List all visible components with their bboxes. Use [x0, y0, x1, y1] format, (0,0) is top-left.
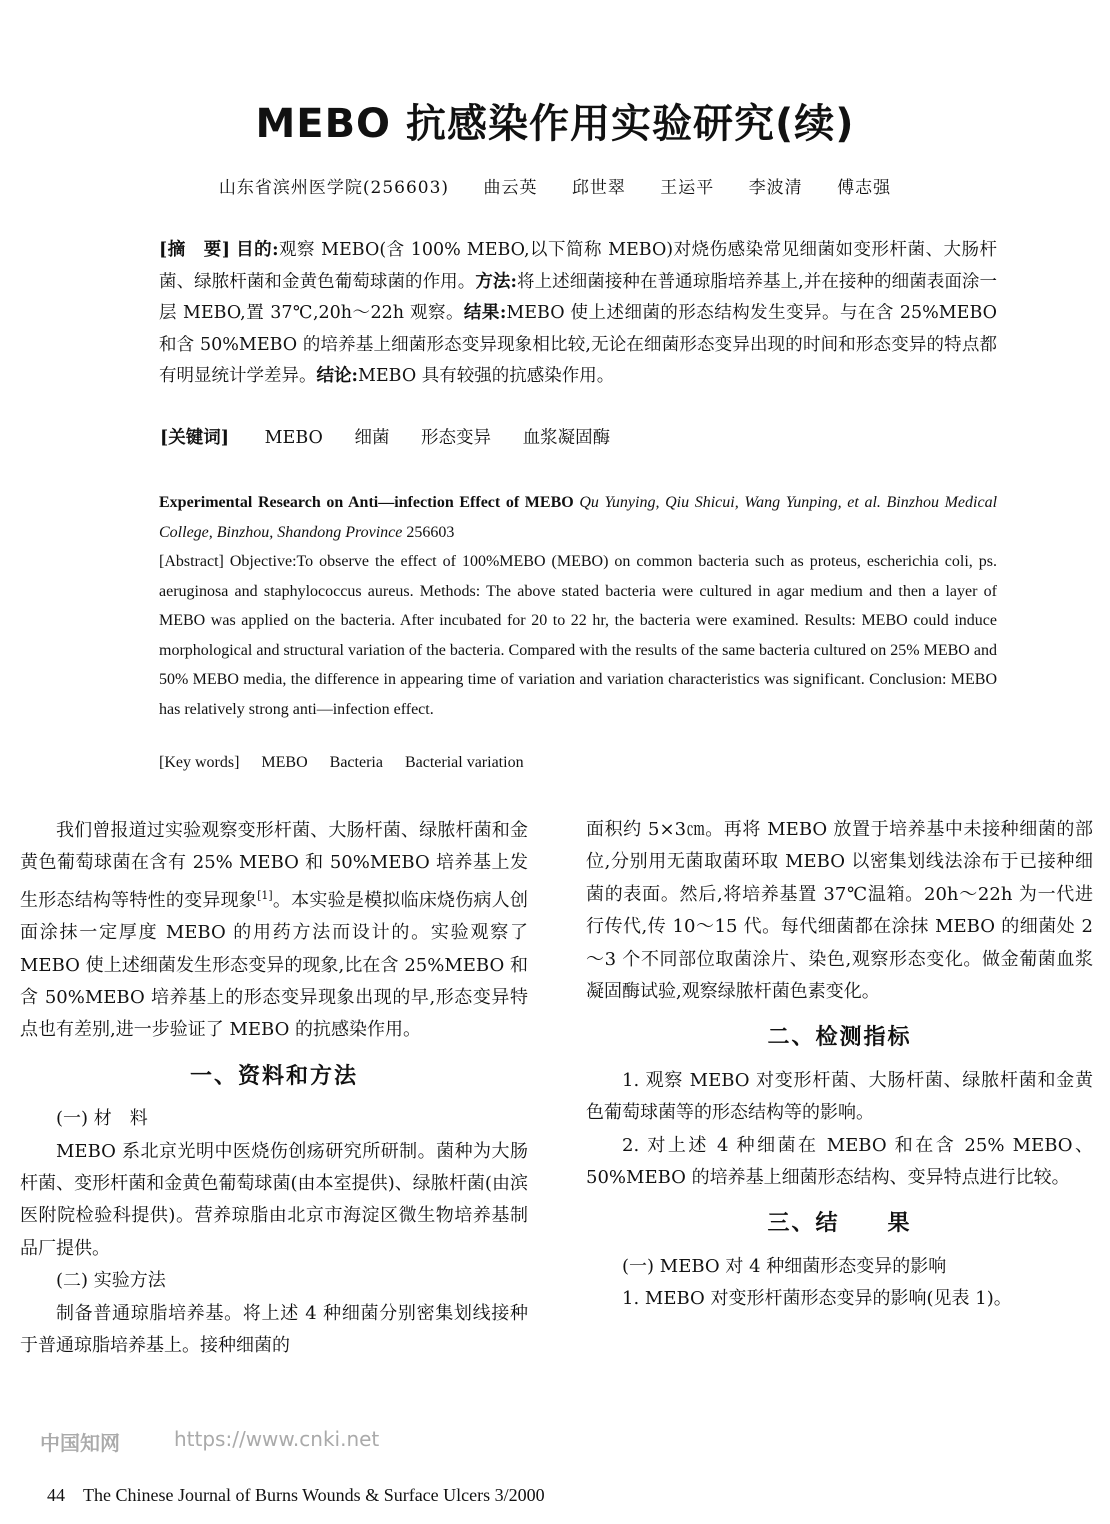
english-keyword: Bacterial variation — [404, 754, 524, 771]
intro-text-a: 我们曾报道过实验观察变形杆菌、大肠杆菌、绿脓杆菌和金黄色葡萄球菌在含有 25% MEBO 和 50%MEBO 培养基上发生形态结构等特性的变异现象 — [20, 820, 528, 911]
section-title-indicators: 二、检测指标 — [767, 1025, 912, 1051]
methods-label: 方法: — [475, 271, 517, 292]
keyword: 形态变异 — [421, 428, 492, 448]
english-title: Experimental Research on Anti—infection Effect of MEBO — [159, 494, 574, 511]
english-keyword: MEBO — [261, 754, 308, 771]
english-abstract — [115, 488, 997, 724]
cnki-watermark-url: https://www.cnki.net — [174, 1427, 380, 1451]
abstract-label: [摘 要] — [159, 240, 231, 260]
keywords-label: [关键词] — [160, 428, 230, 448]
author-name: 邱世翠 — [571, 178, 626, 198]
results-subsection-title: (一) MEBO 对 4 种细菌形态变异的影响 — [622, 1255, 947, 1277]
objective-label: 目的: — [236, 240, 279, 260]
methods-text: 将上述细菌接种在普通琼脂培养基上,并在接种的细菌表面涂一层 MEBO,置 37℃,20h～22h 观察。 — [159, 271, 998, 323]
english-keywords-label: [Key words] — [159, 754, 240, 771]
method-paragraph-cont: 面积约 5×3㎝。再将 MEBO 放置于培养基中未接种细菌的部位,分别用无菌取菌环取 MEBO 以密集划线法涂布于已接种细菌的表面。然后,将培养基置 37℃温箱。20h～22h 为一代进行传代,传 10～15 代。每代细菌都在涂抹 MEBO 的细菌处 2～3 个不同部位取菌涂片、染色,观察形态变化。做金葡菌血浆凝固酶试验,观察绿脓杆菌色素变化。 — [586, 819, 1093, 1003]
author-line — [0, 173, 1110, 198]
keyword: 细菌 — [354, 428, 390, 448]
section-title-results: 三、结 果 — [767, 1211, 912, 1237]
reference-mark: [1] — [257, 888, 273, 902]
author-name: 傅志强 — [837, 178, 892, 198]
english-abstract-label: [Abstract] — [159, 553, 224, 570]
conclusion-text: MEBO 具有较强的抗感染作用。 — [357, 366, 615, 386]
paper-title: MEBO 抗感染作用实验研究(续) — [255, 101, 855, 147]
results-label: 结果: — [463, 303, 507, 323]
cnki-watermark-logo: 中国知网 — [40, 1431, 120, 1455]
keyword: MEBO — [264, 428, 323, 448]
objective-text: 观察 MEBO(含 100% MEBO,以下简称 MEBO)对烧伤感染常见细菌如变形杆菌、大肠杆菌、绿脓杆菌和金黄色葡萄球菌的作用。 — [159, 240, 997, 292]
subsection-title-materials: (一) 材 料 — [56, 1108, 148, 1130]
keyword: 血浆凝固酶 — [522, 428, 611, 448]
english-authors: Qu Yunying, Qiu Shicui, Wang Yunping, et al. Binzhou Medical College, Binzhou, Shandong Province — [159, 494, 998, 541]
right-column — [586, 814, 1093, 1316]
indicator-item: 2. 对上述 4 种细菌在 MEBO 和在含 25% MEBO、50%MEBO 的培养基上细菌形态结构、变异特点进行比较。 — [586, 1134, 1093, 1189]
english-keywords — [159, 754, 542, 772]
affiliation: 山东省滨州医学院(256603) — [218, 178, 450, 198]
conclusion-label: 结论: — [316, 366, 358, 386]
chinese-abstract — [115, 235, 997, 393]
english-abstract-body: Objective:To observe the effect of 100%MEBO (MEBO) on common bacteria such as proteus, escherichia coli, ps. aeruginosa and staphylococcus aureus. Methods: The above stated bacteria were cultured in agar medium and then a layer of MEBO was applied on the bacteria. After incubated for 20 to 22 hr, the bacteria were examined. Results: MEBO could induce morphological and structural variation of the bacteria. Compared with the results of the same bacteria cultured on 25% MEBO and 50% MEBO media, the difference in appearing time of variation and variation characteristics was significant. Conclusion: MEBO has relatively strong anti—infection effect. — [159, 553, 998, 718]
english-keyword: Bacteria — [329, 754, 383, 771]
section-title-materials: 一、资料和方法 — [189, 1063, 358, 1089]
left-column — [20, 815, 528, 1363]
method-paragraph: 制备普通琼脂培养基。将上述 4 种细菌分别密集划线接种于普通琼脂培养基上。接种细菌的 — [20, 1302, 528, 1357]
author-name: 王运平 — [660, 178, 715, 198]
chinese-keywords — [160, 424, 636, 449]
page-footer — [47, 1485, 563, 1506]
page-number: 44 — [47, 1485, 65, 1505]
results-text: MEBO 使上述细菌的形态结构发生变异。与在含 25%MEBO 和含 50%MEBO 的培养基上细菌形态变异现象相比较,无论在细菌形态变异出现的时间和形态变异的特点都有明显统计学差异。 — [159, 303, 997, 386]
intro-paragraph — [20, 815, 528, 1047]
indicator-item: 1. 观察 MEBO 对变形杆菌、大肠杆菌、绿脓杆菌和金黄色葡萄球菌等的形态结构等的影响。 — [586, 1069, 1093, 1124]
journal-name: The Chinese Journal of Burns Wounds & Surface Ulcers 3/2000 — [83, 1485, 545, 1505]
intro-text-b: 。本实验是模拟临床烧伤病人创面涂抹一定厚度 MEBO 的用药方法而设计的。实验观察了 MEBO 使上述细菌发生形态变异的现象,比在含 25%MEBO 和含 50%MEBO 培养基上的形态变异现象出现的早,形态变异特点也有差别,进一步验证了 MEBO 的抗感染作用。 — [20, 889, 529, 1041]
author-name: 曲云英 — [483, 178, 538, 198]
english-postcode: 256603 — [406, 523, 455, 541]
materials-paragraph: MEBO 系北京光明中医烧伤创疡研究所研制。菌种为大肠杆菌、变形杆菌和金黄色葡萄球菌(由本室提供)、绿脓杆菌(由滨医附院检验科提供)。营养琼脂由北京市海淀区微生物培养基制品厂提供。 — [20, 1140, 528, 1259]
results-item: 1. MEBO 对变形杆菌形态变异的影响(见表 1)。 — [622, 1288, 1012, 1310]
author-name: 李波清 — [748, 178, 803, 198]
subsection-title-method: (二) 实验方法 — [56, 1270, 166, 1292]
